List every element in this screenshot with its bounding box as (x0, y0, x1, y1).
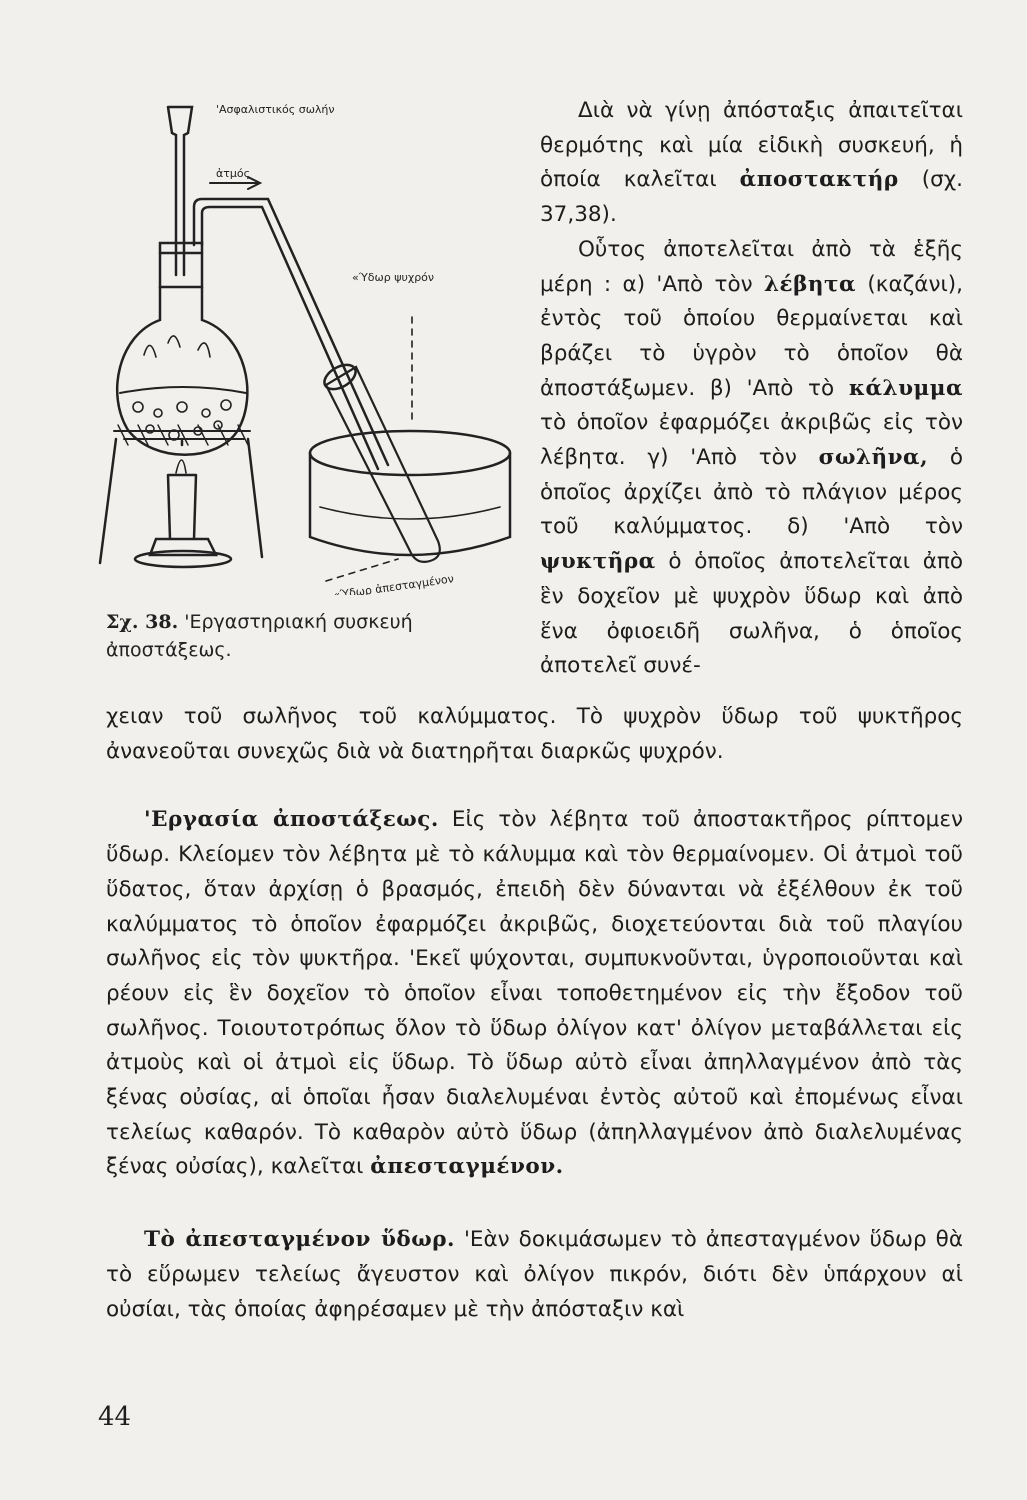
label-safety-tube: 'Ασφαλιστικός σωλήν (216, 103, 335, 116)
caption-text: 'Εργαστηριακή συσκευή ἀποστάξεως. (106, 611, 413, 661)
paragraph-distilled-water: Τὸ ἀπεσταγμένον ὕδωρ. 'Εὰν δοκιμάσωμεν τὸ ἀπεσταγμένον ὕδωρ θὰ τὸ εὕρωμεν τελείως ἄγευστον καὶ ὀλίγον πικρόν, διότι δὲν ὑπάρχουν αἱ οὐσίαι, τὰς ὁποίας ἀφηρέσαμεν μὲ τὴν ἀπόσταξιν καὶ (106, 1227, 963, 1322)
term-solina: σωλῆνα, (818, 445, 929, 471)
page-number: 44 (98, 1402, 132, 1432)
term-lebita: λέβητα (763, 271, 857, 297)
section-heading-distilled-water: Τὸ ἀπεσταγμένον ὕδωρ. (144, 1227, 456, 1253)
paragraph-continuation: χειαν τοῦ σωλῆνος τοῦ καλύμματος. Τὸ ψυχρὸν ὕδωρ τοῦ ψυκτῆρος ἀνανεοῦται συνεχῶς διὰ νὰ διατηρῆται διαρκῶς ψυχρόν. (106, 704, 963, 764)
paragraph-parts: Οὗτος ἀποτελεῖται ἀπὸ τὰ ἑξῆς μέρη : α) 'Απὸ τὸν λέβητα (καζάνι), ἐντὸς τοῦ ὁποίου θερμαίνεται καὶ βράζει τὸ ὑγρὸν τὸ ὁποῖον θὰ ἀποστάξωμεν. β) 'Απὸ τὸ κάλυμμα τὸ ὁποῖον ἐφαρμόζει ἀκριβῶς εἰς τὸν λέβητα. γ) 'Απὸ τὸν σωλῆνα, ὁ ὁποῖος ἀρχίζει ἀπὸ τὸ πλάγιον μέρος τοῦ καλύμματος. δ) 'Απὸ τὸν ψυκτῆρα ὁ ὁποῖος ἀποτελεῖται ἀπὸ ἓν δοχεῖον μὲ ψυχρὸν ὕδωρ καὶ ἀπὸ ἕνα ὀφιοειδῆ σωλῆνα, ὁ ὁποῖος ἀποτελεῖ συνέ- (540, 236, 963, 679)
paragraph-intro: Διὰ νὰ γίνῃ ἀπόσταξις ἀπαιτεῖται θερμότης καὶ μία εἰδικὴ συσκευή, ἡ ὁποία καλεῖται ἀποστακτήρ (σχ. 37,38). (540, 98, 963, 228)
distillation-figure (98, 95, 518, 595)
term-apestagmenon: ἀπεσταγμένον. (370, 1154, 564, 1180)
section-heading-work: 'Εργασία ἀποστάξεως. (144, 807, 439, 833)
main-text (106, 700, 963, 1327)
figure-caption (106, 608, 516, 664)
label-steam: ἀτμός (216, 167, 251, 180)
paragraph-distillation-work: 'Εργασία ἀποστάξεως. Εἰς τὸν λέβητα τοῦ ἀποστακτῆρος ρίπτομεν ὕδωρ. Κλείομεν τὸν λέβητα μὲ τὸ κάλυμμα καὶ τὸν θερμαίνομεν. Οἱ ἀτμοὶ τοῦ ὕδατος, ὅταν ἀρχίσῃ ὁ βρασμός, ἐπειδὴ δὲν δύνανται νὰ ἐξέλθουν ἐκ τοῦ καλύμματος τὸ ὁποῖον ἐφαρμόζει ἀκριβῶς, διοχετεύονται διὰ τοῦ πλαγίου σωλῆνος εἰς τὸν ψυκτῆρα. 'Εκεῖ ψύχονται, συμπυκνοῦνται, ὑγροποιοῦνται καὶ ρέουν εἰς ἓν δοχεῖον τὸ ὁποῖον εἶναι τοποθετημένον εἰς τὴν ἔξοδον τοῦ σωλῆνος. Τοιουτοτρόπως ὅλον τὸ ὕδωρ ὀλίγον κατ' ὀλίγον μεταβάλλεται εἰς ἀτμοὺς καὶ οἱ ἀτμοὶ εἰς ὕδωρ. Τὸ ὕδωρ αὐτὸ εἶναι ἀπηλλαγμένον ἀπὸ τὰς ξένας οὐσίας, αἱ ὁποῖαι ἦσαν διαλελυμέναι ἐντὸς αὐτοῦ καὶ ἐπομένως εἶναι τελείως καθαρόν. Τὸ καθαρὸν αὐτὸ ὕδωρ (ἀπηλλαγμένον ἀπὸ διαλελυμένας ξένας οὐσίας), καλεῖται ἀπεσταγμένον. (106, 807, 963, 1180)
label-cold-water: «Ύδωρ ψυχρόν (352, 271, 435, 284)
right-column-text (540, 94, 963, 684)
distillation-apparatus-drawing (98, 95, 518, 595)
label-distilled-water: «Ύδωρ ἀπεσταγμένον (332, 572, 455, 595)
term-kalymma: κάλυμμα (848, 375, 963, 401)
term-apostaktir: ἀποστακτήρ (739, 167, 899, 193)
term-psyktira: ψυκτῆρα (540, 549, 656, 575)
caption-number: Σχ. 38. (106, 611, 179, 633)
